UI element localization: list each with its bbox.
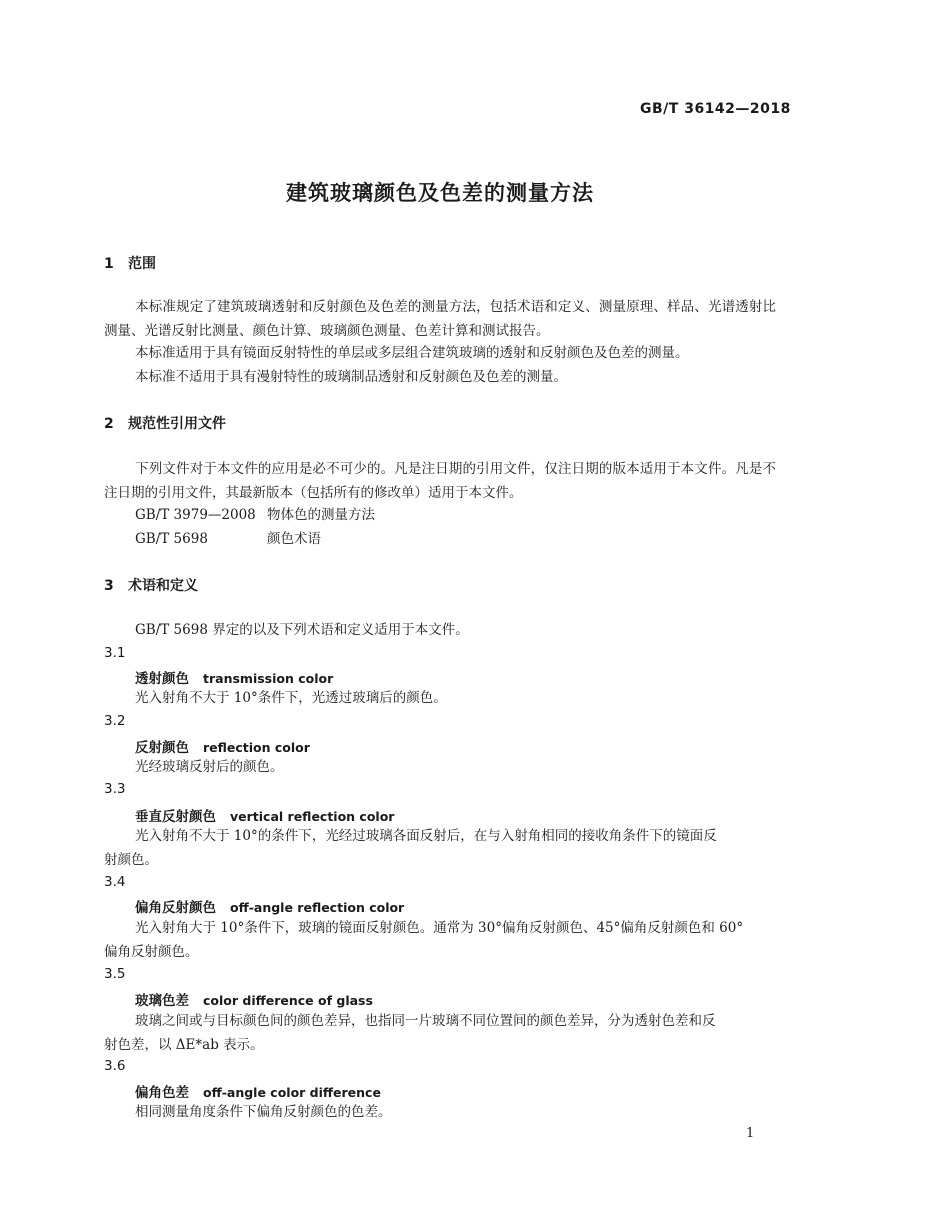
reference-name: 颜色术语 — [267, 531, 321, 547]
term-definition: 玻璃之间或与目标颜色间的颜色差异，也指同一片玻璃不同位置间的颜色差异，分为透射色差和反 — [135, 1013, 716, 1029]
section-3-intro: GB/T 5698 界定的以及下列术语和定义适用于本文件。 — [135, 622, 469, 638]
term-definition-continued: 射颜色。 — [104, 852, 158, 868]
term-definition: 光经玻璃反射后的颜色。 — [135, 759, 284, 775]
section-1-paragraph-3: 本标准不适用于具有漫射特性的玻璃制品透射和反射颜色及色差的测量。 — [135, 369, 567, 385]
term-chinese: 偏角反射颜色 — [135, 900, 216, 916]
term-number: 3.4 — [104, 874, 126, 890]
term-chinese: 垂直反射颜色 — [135, 809, 216, 825]
term-chinese: 透射颜色 — [135, 671, 189, 687]
section-title: 范围 — [128, 256, 156, 272]
term-number: 3.6 — [104, 1058, 126, 1074]
term-english: off-angle reflection color — [230, 900, 405, 915]
reference-name: 物体色的测量方法 — [267, 507, 375, 523]
term-heading — [135, 667, 333, 687]
standard-number: GB/T 36142—2018 — [640, 101, 791, 117]
section-1-heading — [104, 253, 156, 273]
term-english: vertical reflection color — [230, 809, 395, 824]
term-chinese: 偏角色差 — [135, 1085, 189, 1101]
section-3-heading — [104, 575, 198, 595]
section-title: 规范性引用文件 — [128, 416, 226, 432]
term-number: 3.3 — [104, 781, 126, 797]
page-number: 1 — [746, 1126, 755, 1141]
term-heading — [135, 736, 310, 756]
reference-code: GB/T 5698 — [135, 531, 208, 547]
term-heading — [135, 896, 404, 916]
term-heading — [135, 989, 373, 1009]
term-english: off-angle color difference — [203, 1085, 381, 1100]
term-english: color difference of glass — [203, 993, 373, 1008]
section-number: 3 — [104, 578, 114, 594]
section-title: 术语和定义 — [128, 578, 198, 594]
section-1-paragraph-1: 本标准规定了建筑玻璃透射和反射颜色及色差的测量方法，包括术语和定义、测量原理、样品、光谱透射比测量、光谱反射比测量、颜色计算、玻璃颜色测量、色差计算和测试报告。 — [104, 299, 776, 339]
term-number: 3.5 — [104, 966, 126, 982]
term-heading — [135, 1081, 381, 1101]
term-definition: 光入射角大于 10°条件下，玻璃的镜面反射颜色。通常为 30°偏角反射颜色、45°偏角反射颜色和 60° — [135, 920, 744, 936]
section-number: 1 — [104, 256, 114, 272]
term-definition-continued: 射色差，以 ΔE*ab 表示。 — [104, 1037, 264, 1053]
section-1-paragraph-2: 本标准适用于具有镜面反射特性的单层或多层组合建筑玻璃的透射和反射颜色及色差的测量。 — [135, 345, 689, 361]
term-chinese: 反射颜色 — [135, 740, 189, 756]
normative-reference — [135, 503, 375, 527]
term-definition: 光入射角不大于 10°的条件下，光经过玻璃各面反射后，在与入射角相同的接收角条件下的镜面反 — [135, 828, 717, 844]
document-title: 建筑玻璃颜色及色差的测量方法 — [286, 181, 594, 205]
normative-reference — [135, 527, 321, 551]
term-english: reflection color — [203, 740, 310, 755]
term-heading — [135, 805, 394, 825]
term-english: transmission color — [203, 671, 334, 686]
term-definition-continued: 偏角反射颜色。 — [104, 944, 199, 960]
section-number: 2 — [104, 416, 114, 432]
term-definition: 相同测量角度条件下偏角反射颜色的色差。 — [135, 1104, 392, 1120]
term-number: 3.1 — [104, 645, 126, 661]
section-2-heading — [104, 413, 226, 433]
term-definition: 光入射角不大于 10°条件下，光透过玻璃后的颜色。 — [135, 690, 447, 706]
reference-code: GB/T 3979—2008 — [135, 507, 256, 523]
section-2-paragraph-1: 下列文件对于本文件的应用是必不可少的。凡是注日期的引用文件，仅注日期的版本适用于本文件。凡是不注日期的引用文件，其最新版本（包括所有的修改单）适用于本文件。 — [104, 461, 776, 501]
term-number: 3.2 — [104, 713, 126, 729]
term-chinese: 玻璃色差 — [135, 993, 189, 1009]
